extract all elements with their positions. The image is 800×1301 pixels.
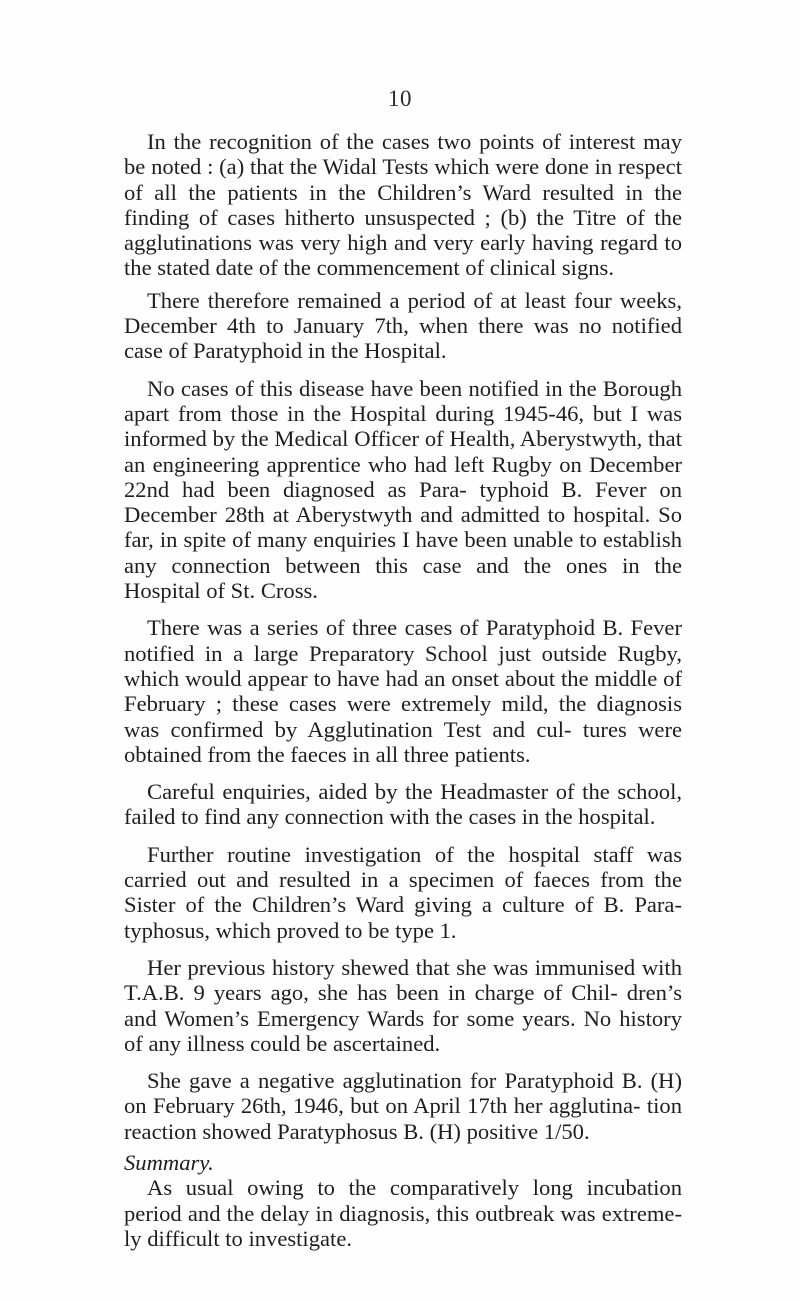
paragraph-agglutination: She gave a negative agglutination for Paratyphoid B. (H) on February 26th, 1946, but on April 17th her agglutina- tion reaction showed Paratyphosus B. (H) positive 1/50. (124, 1068, 682, 1144)
paragraph-recognition: In the recognition of the cases two points of interest may be noted : (a) that the Widal Tests which were done in respect of all the patients in the Children’s Ward resulted in the finding of cases hitherto unsuspected ; (b) the Titre of the agglutinations was very high and very early having regard to the stated date of the commencement of clinical signs. (124, 129, 682, 281)
paragraph-history: Her previous history shewed that she was immunised with T.A.B. 9 years ago, she has been in charge of Chil- dren’s and Women’s Emergency Wards for some years. No history of any illness could be ascertained. (124, 954, 682, 1056)
paragraph-enquiries: Careful enquiries, aided by the Headmaster of the school, failed to find any connection with the cases in the hospital. (124, 779, 682, 830)
page-number: 10 (388, 86, 412, 111)
summary-heading: Summary. (124, 1149, 214, 1175)
paragraph-staff-investigation: Further routine investigation of the hospital staff was carried out and resulted in a specimen of faeces from the Sister of the Children’s Ward giving a culture of B. Para- typhosus, which proved to be type 1. (124, 841, 682, 943)
body-text (124, 129, 682, 1263)
paragraph-period: There therefore remained a period of at least four weeks, December 4th to January 7th, when there was no notified case of Paratyphoid in the Hospital. (124, 287, 682, 364)
summary-paragraph: As usual owing to the comparatively long incubation period and the delay in diagnosis, this outbreak was extreme- ly difficult to investigate. (124, 1175, 682, 1251)
paragraph-borough: No cases of this disease have been notified in the Borough apart from those in the Hospital during 1945-46, but I was informed by the Medical Officer of Health, Aberystwyth, that an engineering apprentice who had left Rugby on December 22nd had been diagnosed as Para- typhoid B. Fever on December 28th at Aberystwyth and admitted to hospital. So far, in spite of many enquiries I have been unable to establish any connection between this case and the ones in the Hospital of St. Cross. (124, 375, 682, 604)
paragraph-school-series: There was a series of three cases of Paratyphoid B. Fever notified in a large Preparatory School just outside Rugby, which would appear to have had an onset about the middle of February ; these cases were extremely mild, the diagnosis was confirmed by Agglutination Test and cul- tures were obtained from the faeces in all three patients. (124, 615, 682, 767)
